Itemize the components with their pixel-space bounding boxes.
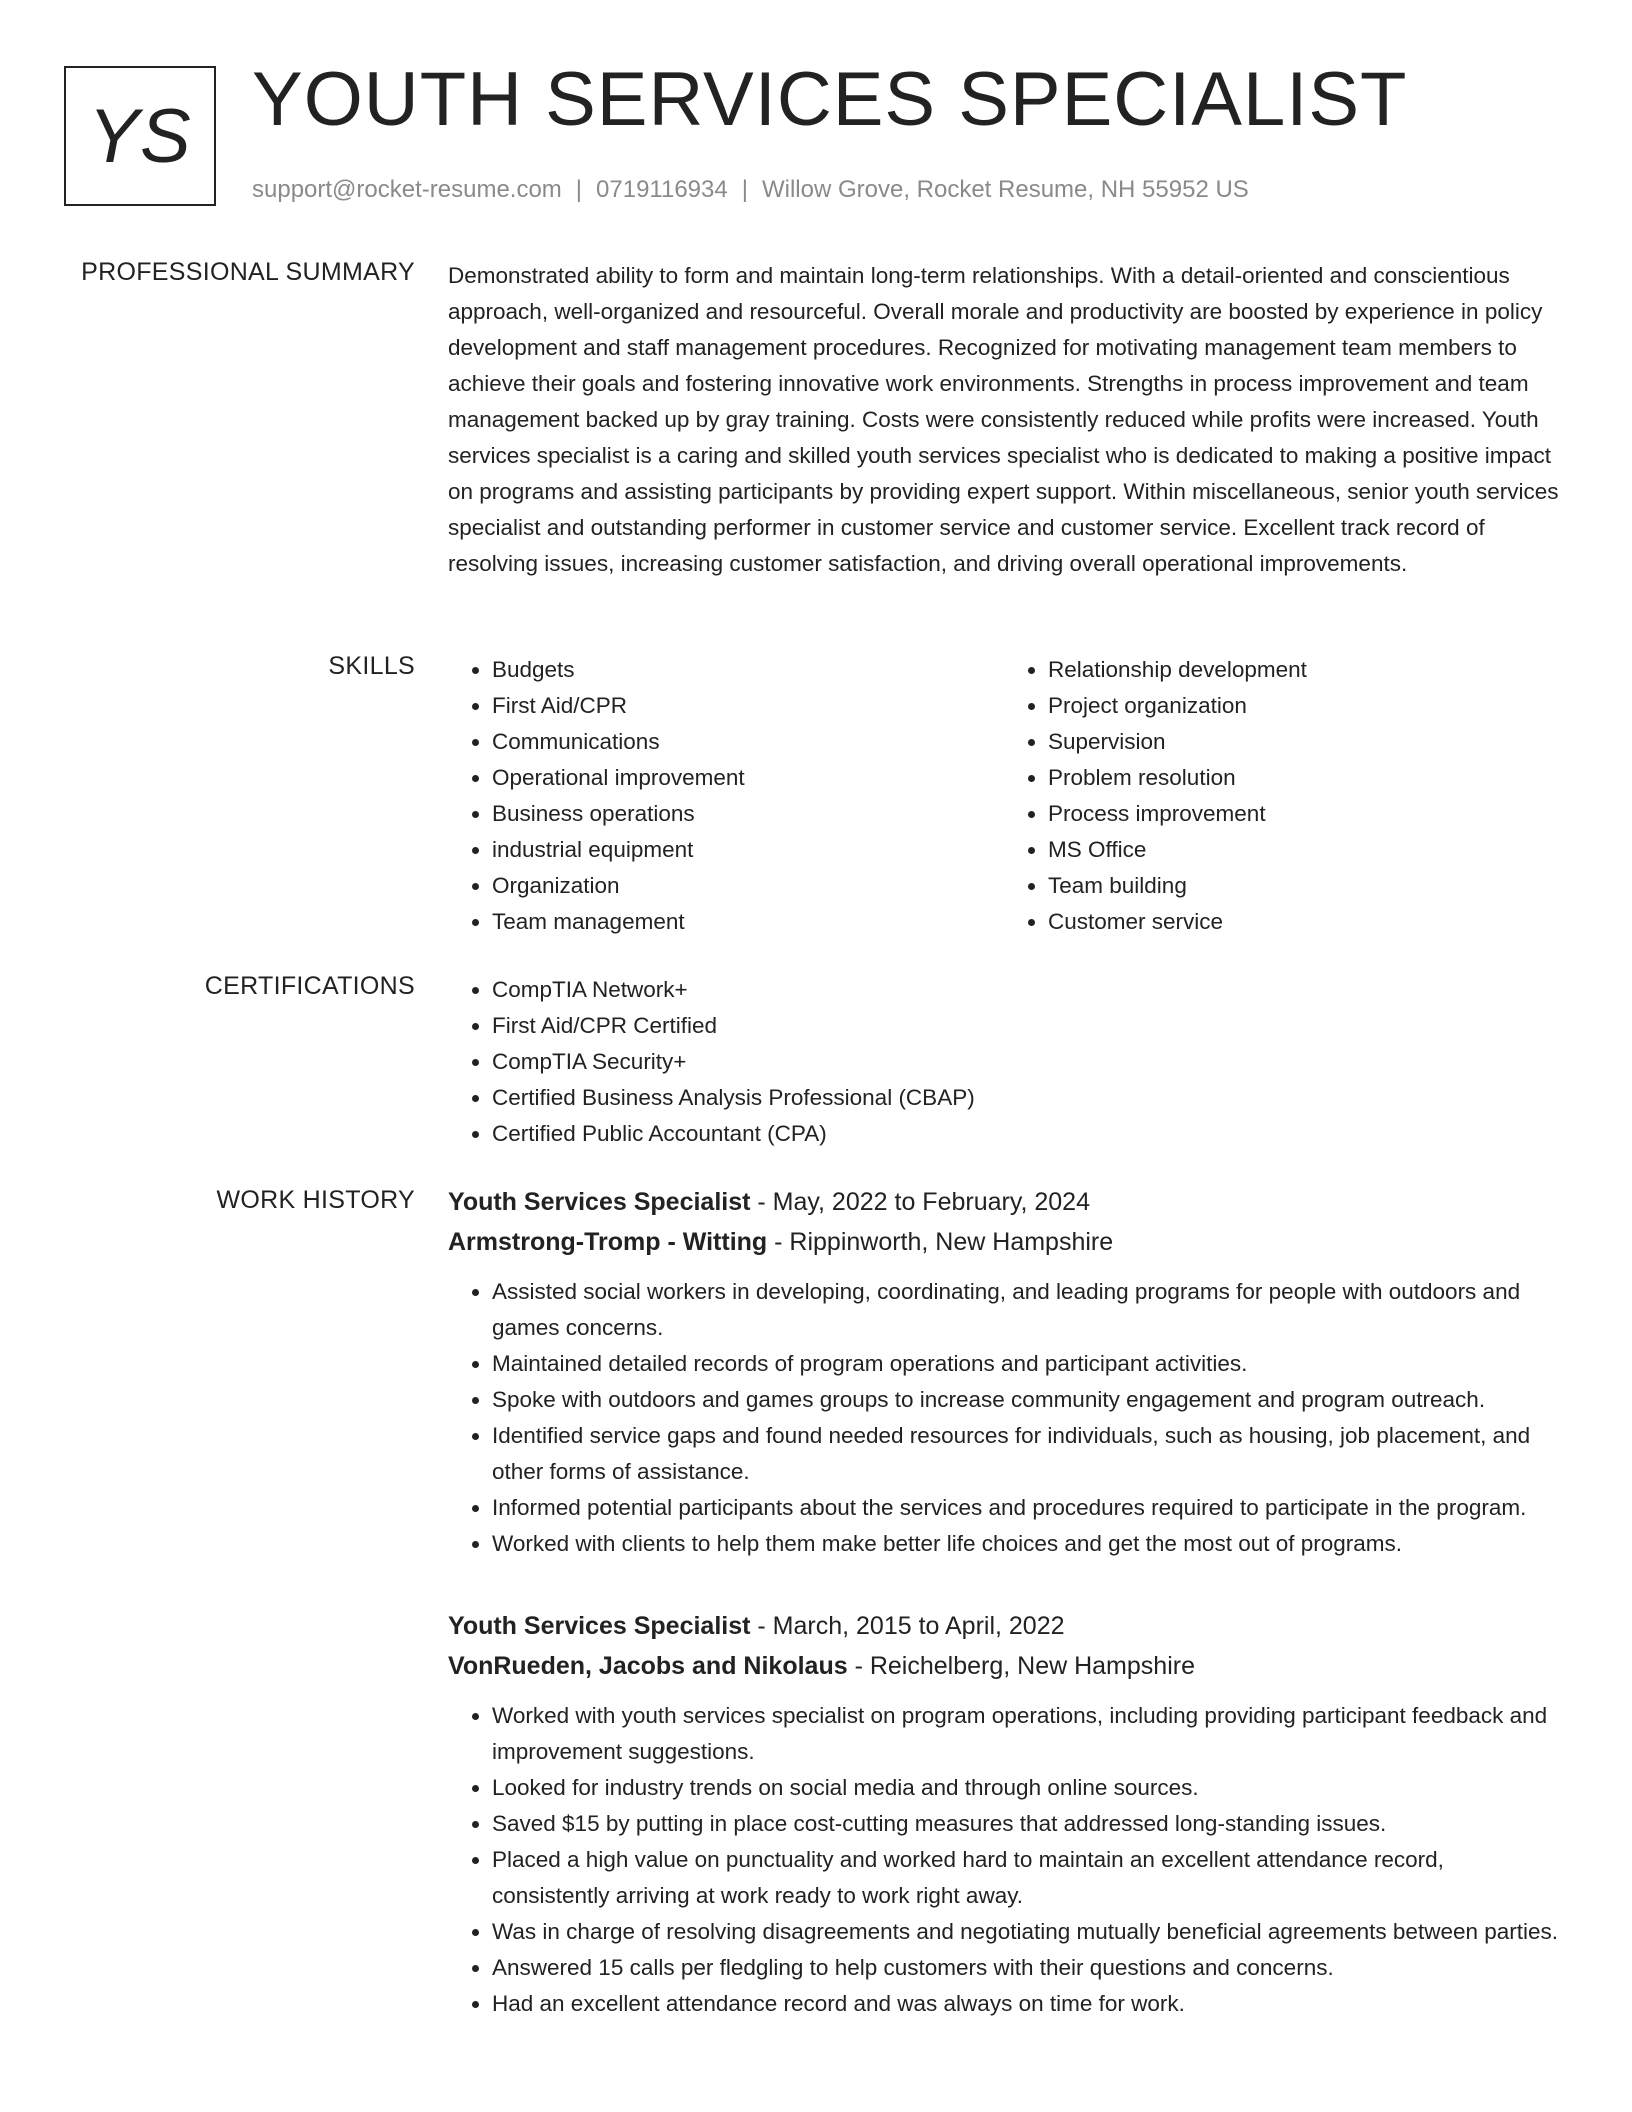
job-company-line (448, 1222, 1560, 1262)
skill-item: • Business operations (492, 796, 1004, 832)
job-duty-item: • Spoke with outdoors and games groups to increase community engagement and program outreach. (492, 1382, 1560, 1418)
job-location: - Reichelberg, New Hampshire (847, 1652, 1195, 1680)
work-history-heading: WORK HISTORY (216, 1186, 415, 1214)
job-duty-item: • Informed potential participants about the services and procedures required to participate in the program. (492, 1490, 1560, 1526)
skill-item: • Project organization (1048, 688, 1560, 724)
job-location: - Rippinworth, New Hampshire (767, 1228, 1114, 1256)
job-dates: - March, 2015 to April, 2022 (750, 1612, 1065, 1640)
skill-item: • Process improvement (1048, 796, 1560, 832)
job-company: Armstrong-Tromp - Witting (448, 1228, 768, 1256)
certifications-list (448, 972, 1560, 1152)
skills-column-left (448, 652, 1004, 940)
skill-item: • Operational improvement (492, 760, 1004, 796)
job-duty-item: • Worked with youth services specialist on program operations, including providing participant feedback and improvement suggestions. (492, 1698, 1560, 1770)
skill-item: • Budgets (492, 652, 1004, 688)
job-title-line (448, 1182, 1560, 1222)
contact-address: Willow Grove, Rocket Resume, NH 55952 US (761, 176, 1249, 203)
job-duty-item: • Had an excellent attendance record and was always on time for work. (492, 1986, 1560, 2022)
job-duty-item: • Was in charge of resolving disagreements and negotiating mutually beneficial agreements between parties. (492, 1914, 1560, 1950)
job-duty-item: • Worked with clients to help them make better life choices and get the most out of programs. (492, 1526, 1560, 1562)
job-entry (448, 1606, 1560, 2022)
job-entry (448, 1182, 1560, 1562)
skill-item: • Organization (492, 868, 1004, 904)
skill-item: • Supervision (1048, 724, 1560, 760)
summary-heading: PROFESSIONAL SUMMARY (81, 258, 415, 286)
certification-item: • First Aid/CPR Certified (492, 1008, 1560, 1044)
skill-item: • Team building (1048, 868, 1560, 904)
contact-separator: | (575, 176, 583, 203)
skills-heading: SKILLS (328, 652, 415, 680)
job-duty-item: • Identified service gaps and found needed resources for individuals, such as housing, job placement, and other forms of assistance. (492, 1418, 1560, 1490)
job-title: Youth Services Specialist (448, 1188, 751, 1216)
skill-item: • Problem resolution (1048, 760, 1560, 796)
certifications-heading: CERTIFICATIONS (204, 972, 415, 1000)
job-title: Youth Services Specialist (448, 1612, 751, 1640)
summary-body (448, 258, 1560, 582)
job-title-line (448, 1606, 1560, 1646)
certification-item: • CompTIA Network+ (492, 972, 1560, 1008)
skill-item: • Customer service (1048, 904, 1560, 940)
job-duty-item: • Saved $15 by putting in place cost-cutting measures that addressed long-standing issues. (492, 1806, 1560, 1842)
contact-separator: | (741, 176, 748, 203)
certifications-body (448, 972, 1560, 1152)
job-duty-item: • Assisted social workers in developing, coordinating, and leading programs for people with outdoors and games concerns. (492, 1274, 1560, 1346)
job-duty-item: • Placed a high value on punctuality and worked hard to maintain an excellent attendance record, consistently arriving at work ready to work right away. (492, 1842, 1560, 1914)
skill-item: • First Aid/CPR (492, 688, 1004, 724)
work-history-body (448, 1182, 1560, 2066)
job-duties-list (448, 1698, 1560, 2022)
contact-line (252, 176, 1249, 204)
skill-item: • Team management (492, 904, 1004, 940)
job-duty-item: • Answered 15 calls per fledgling to help customers with their questions and concerns. (492, 1950, 1560, 1986)
job-dates: - May, 2022 to February, 2024 (750, 1188, 1090, 1216)
job-company: VonRueden, Jacobs and Nikolaus (448, 1652, 848, 1680)
skill-item: • Relationship development (1048, 652, 1560, 688)
job-duty-item: • Maintained detailed records of program operations and participant activities. (492, 1346, 1560, 1382)
certification-item: • Certified Business Analysis Professional (CBAP) (492, 1080, 1560, 1116)
job-company-line (448, 1646, 1560, 1686)
resume-name-title: YOUTH SERVICES SPECIALIST (252, 57, 1408, 142)
job-duty-item: • Looked for industry trends on social media and through online sources. (492, 1770, 1560, 1806)
job-duties-list (448, 1274, 1560, 1562)
certification-item: • Certified Public Accountant (CPA) (492, 1116, 1560, 1152)
skill-item: • Communications (492, 724, 1004, 760)
skills-body (448, 652, 1560, 940)
skills-column-right (1004, 652, 1560, 940)
contact-email: support@rocket-resume.com (252, 176, 562, 203)
skill-item: • MS Office (1048, 832, 1560, 868)
contact-phone: 0719116934 (596, 176, 728, 203)
monogram-logo: YS (64, 66, 216, 206)
certification-item: • CompTIA Security+ (492, 1044, 1560, 1080)
summary-text: Demonstrated ability to form and maintain long-term relationships. With a detail-oriented and conscientious approach, well-organized and resourceful. Overall morale and productivity are boosted by experience in policy development and staff management procedures. Recognized for motivating management team members to achieve their goals and fostering innovative work environments. Strengths in process improvement and team management backed up by gray training. Costs were consistently reduced while profits were increased. Youth services specialist is a caring and skilled youth services specialist who is dedicated to making a positive impact on programs and assisting participants by providing expert support. Within miscellaneous, senior youth services specialist and outstanding performer in customer service and customer service. Excellent track record of resolving issues, increasing customer satisfaction, and driving overall operational improvements. (448, 263, 1559, 576)
skill-item: • industrial equipment (492, 832, 1004, 868)
